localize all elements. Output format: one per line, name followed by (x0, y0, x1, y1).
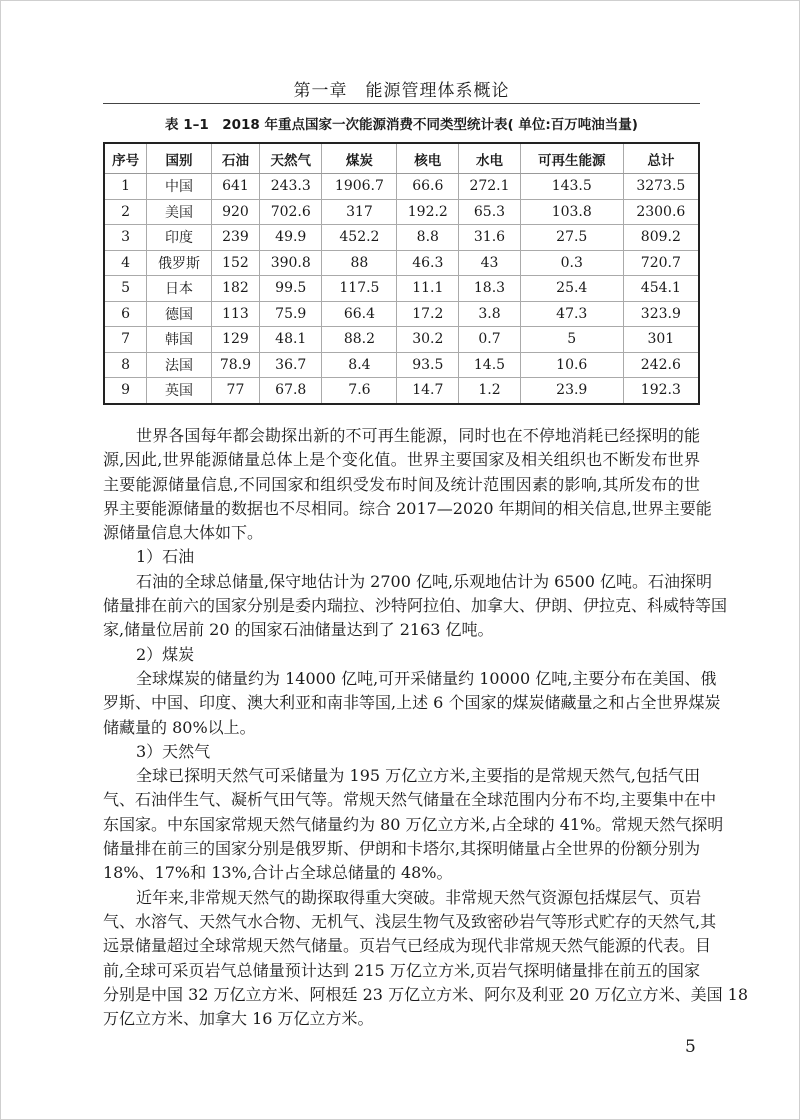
table-cell: 1.2 (459, 378, 521, 404)
table-cell: 143.5 (520, 174, 623, 200)
text-line: 前,全球可采页岩气总储量预计达到 215 万亿立方米,页岩气探明储量排在前五的国家 (103, 960, 700, 980)
table-cell: 印度 (147, 225, 212, 251)
column-header: 核电 (397, 143, 459, 174)
text-line: 远景储量超过全球常规天然气储量。页岩气已经成为现代非常规天然气能源的代表。目 (103, 936, 712, 956)
table-cell: 390.8 (260, 250, 322, 276)
energy-consumption-table (103, 142, 700, 405)
table-cell: 103.8 (520, 199, 623, 225)
text-line: 万亿立方米、加拿大 16 万亿立方米。 (103, 1009, 374, 1029)
table-cell: 中国 (147, 174, 212, 200)
text-line: 1）石油 (136, 547, 195, 567)
table-cell: 317 (322, 199, 397, 225)
table-cell: 46.3 (397, 250, 459, 276)
table-row (104, 301, 699, 327)
table-cell: 454.1 (623, 276, 699, 302)
table-cell: 809.2 (623, 225, 699, 251)
text-line: 3）天然气 (136, 741, 211, 761)
text-line: 分别是中国 32 万亿立方米、阿根廷 23 万亿立方米、阿尔及利亚 20 万亿立方米、美国 18 (103, 984, 749, 1004)
table-cell: 301 (623, 327, 699, 353)
table-cell: 0.3 (520, 250, 623, 276)
page-number: 5 (685, 1037, 696, 1057)
column-header: 总计 (623, 143, 699, 174)
table-cell: 452.2 (322, 225, 397, 251)
text-line: 气、水溶气、天然气水合物、无机气、浅层生物气及致密砂岩气等形式贮存的天然气,其 (103, 911, 717, 931)
table-cell: 152 (211, 250, 259, 276)
table-cell: 0.7 (459, 327, 521, 353)
text-line: 近年来,非常规天然气的勘探取得重大突破。非常规天然气资源包括煤层气、页岩 (136, 887, 702, 907)
table-cell: 27.5 (520, 225, 623, 251)
table-cell: 239 (211, 225, 259, 251)
column-header: 可再生能源 (520, 143, 623, 174)
table-cell: 77 (211, 378, 259, 404)
table-cell: 49.9 (260, 225, 322, 251)
table-cell: 702.6 (260, 199, 322, 225)
text-line: 世界各国每年都会勘探出新的不可再生能源，同时也在不停地消耗已经探明的能 (136, 426, 700, 445)
table-row (104, 250, 699, 276)
table-row (104, 352, 699, 378)
table-cell: 1 (104, 174, 147, 200)
table-cell: 31.6 (459, 225, 521, 251)
table-cell: 10.6 (520, 352, 623, 378)
text-line: 储量排在前三的国家分别是俄罗斯、伊朗和卡塔尔,其探明储量占全世界的份额分别为 (103, 839, 701, 859)
text-line: 源,因此,世界能源储量总体上是个变化值。世界主要国家及相关组织也不断发布世界 (103, 450, 700, 470)
table-cell: 9 (104, 378, 147, 404)
table-cell: 14.5 (459, 352, 521, 378)
column-header: 煤炭 (322, 143, 397, 174)
table-cell: 78.9 (211, 352, 259, 378)
table-cell: 7.6 (322, 378, 397, 404)
section-heading (103, 740, 700, 764)
table-cell: 88 (322, 250, 397, 276)
text-line: 储藏量的 80%以上。 (103, 717, 256, 737)
table-cell: 8 (104, 352, 147, 378)
table-cell: 18.3 (459, 276, 521, 302)
text-line: 家,储量位居前 20 的国家石油储量达到了 2163 亿吨。 (103, 620, 494, 640)
table-cell: 243.3 (260, 174, 322, 200)
text-line: 石油的全球总储量,保守地估计为 2700 亿吨,乐观地估计为 6500 亿吨。石油探明 (136, 571, 712, 591)
table-cell: 272.1 (459, 174, 521, 200)
text-line: 罗斯、中国、印度、澳大利亚和南非等国,上述 6 个国家的煤炭储藏量之和占全世界煤炭 (103, 693, 721, 713)
table-cell: 192.3 (623, 378, 699, 404)
paragraph (103, 886, 749, 1032)
table-cell: 3273.5 (623, 174, 699, 200)
table-cell: 30.2 (397, 327, 459, 353)
table-cell: 法国 (147, 352, 212, 378)
table-cell: 242.6 (623, 352, 699, 378)
text-line: 界主要能源储量的数据也不尽相同。综合 2017—2020 年期间的相关信息,世界主要能 (103, 498, 712, 518)
column-header: 天然气 (260, 143, 322, 174)
table-row (104, 174, 699, 200)
text-line: 全球煤炭的储量约为 14000 亿吨,可开采储量约 10000 亿吨,主要分布在美国、俄 (136, 668, 717, 688)
table-cell: 3 (104, 225, 147, 251)
table-body (104, 174, 699, 404)
table-cell: 25.4 (520, 276, 623, 302)
section-heading (103, 545, 700, 569)
table-cell: 67.8 (260, 378, 322, 404)
text-line: 储量排在前六的国家分别是委内瑞拉、沙特阿拉伯、加拿大、伊朗、伊拉克、科威特等国 (103, 596, 728, 616)
table-cell: 720.7 (623, 250, 699, 276)
column-header: 序号 (104, 143, 147, 174)
table-cell: 65.3 (459, 199, 521, 225)
table-cell: 66.6 (397, 174, 459, 200)
table-cell: 93.5 (397, 352, 459, 378)
text-line: 全球已探明天然气可采储量为 195 万亿立方米,主要指的是常规天然气,包括气田 (136, 766, 700, 786)
table-cell: 1906.7 (322, 174, 397, 200)
table-cell: 17.2 (397, 301, 459, 327)
paragraph (103, 570, 728, 643)
table-row (104, 225, 699, 251)
text-line: 18%、17%和 13%,合计占全球总储量的 48%。 (103, 863, 453, 883)
table-cell: 129 (211, 327, 259, 353)
table-cell: 99.5 (260, 276, 322, 302)
table-cell: 192.2 (397, 199, 459, 225)
table-cell: 3.8 (459, 301, 521, 327)
text-line: 东国家。中东国家常规天然气储量约为 80 万亿立方米,占全球的 41%。常规天然气探明 (103, 814, 724, 834)
table-cell: 英国 (147, 378, 212, 404)
table-cell: 14.7 (397, 378, 459, 404)
table-cell: 2300.6 (623, 199, 699, 225)
table-cell: 47.3 (520, 301, 623, 327)
table-cell: 韩国 (147, 327, 212, 353)
table-cell: 23.9 (520, 378, 623, 404)
table-cell: 11.1 (397, 276, 459, 302)
table-cell: 6 (104, 301, 147, 327)
table-cell: 5 (520, 327, 623, 353)
table-cell: 323.9 (623, 301, 699, 327)
table-caption: 表 1–1 2018 年重点国家一次能源消费不同类型统计表( 单位:百万吨油当量) (165, 117, 638, 133)
column-header: 石油 (211, 143, 259, 174)
table-cell: 7 (104, 327, 147, 353)
table-cell: 5 (104, 276, 147, 302)
table-cell: 2 (104, 199, 147, 225)
text-line: 源储量信息大体如下。 (103, 523, 264, 543)
table-row (104, 378, 699, 404)
running-header-title: 第一章 能源管理体系概论 (293, 81, 510, 101)
table-cell: 88.2 (322, 327, 397, 353)
table-cell: 641 (211, 174, 259, 200)
table-cell: 75.9 (260, 301, 322, 327)
table-row (104, 199, 699, 225)
header-rule (103, 103, 700, 104)
table-cell: 48.1 (260, 327, 322, 353)
table-row (104, 327, 699, 353)
table-cell: 俄罗斯 (147, 250, 212, 276)
table-cell: 36.7 (260, 352, 322, 378)
table-cell: 66.4 (322, 301, 397, 327)
paragraph (103, 764, 724, 885)
table-cell: 182 (211, 276, 259, 302)
text-line: 主要能源储量信息,不同国家和组织受发布时间及统计范围因素的影响,其所发布的世 (103, 474, 700, 494)
table-cell: 美国 (147, 199, 212, 225)
column-header: 国别 (147, 143, 212, 174)
table-cell: 4 (104, 250, 147, 276)
table-cell: 德国 (147, 301, 212, 327)
table-cell: 920 (211, 199, 259, 225)
table-header-row (104, 143, 699, 174)
table-cell: 8.8 (397, 225, 459, 251)
text-line: 2）煤炭 (136, 644, 195, 664)
column-header: 水电 (459, 143, 521, 174)
table-cell: 43 (459, 250, 521, 276)
paragraph (103, 667, 721, 740)
table-cell: 113 (211, 301, 259, 327)
table-row (104, 276, 699, 302)
paragraph (103, 424, 712, 545)
table-cell: 8.4 (322, 352, 397, 378)
body-text (103, 424, 749, 1031)
text-line: 气、石油伴生气、凝析气田气等。常规天然气储量在全球范围内分布不均,主要集中在中 (103, 790, 717, 810)
table-cell: 日本 (147, 276, 212, 302)
section-heading (103, 643, 700, 667)
table-cell: 117.5 (322, 276, 397, 302)
